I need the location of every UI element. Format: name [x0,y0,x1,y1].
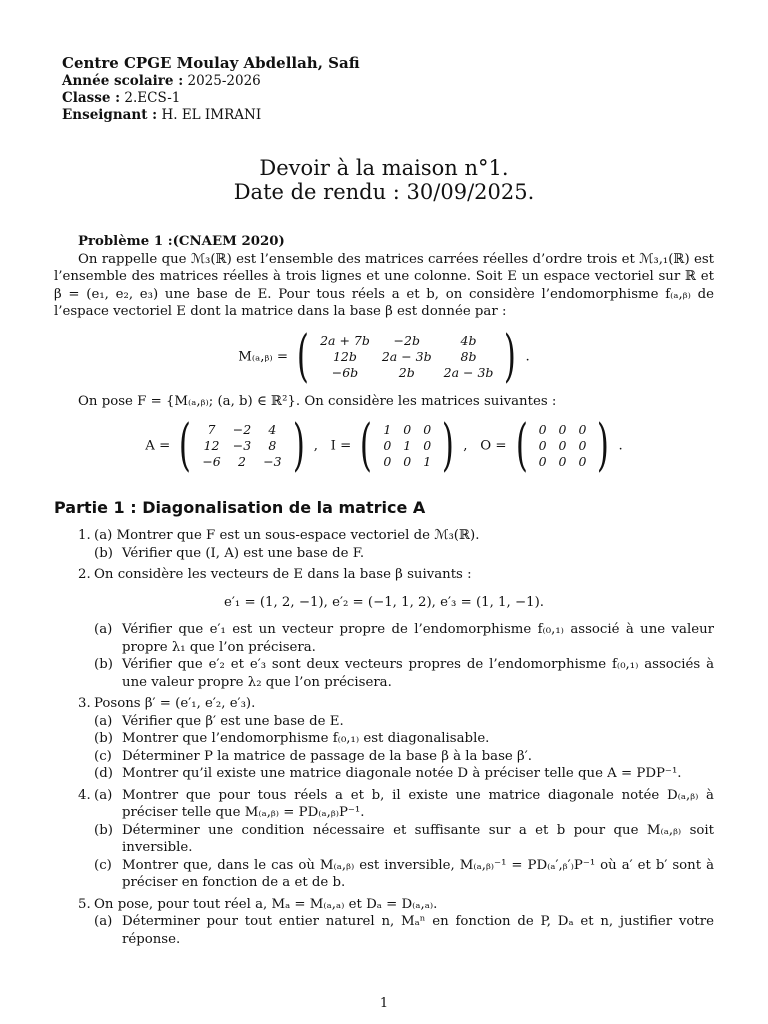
matrix-M-cell: 12b [332,348,357,364]
year-line: Année scolaire : 2025-2026 [62,73,261,89]
matrix-I-cell: 1 [423,454,432,469]
problem-title: Problème 1 :(CNAEM 2020) [78,234,285,249]
title-line-1: Devoir à la maison n°1. [259,156,509,180]
question-3b: (b) Montrer que l’endomorphisme f₍₀,₁₎ est diagonalisable. [94,731,490,746]
matrix-O-cell: 0 [538,438,547,453]
question-2: 2. On considère les vecteurs de E dans la base β suivants : [78,567,472,582]
matrix-I-cell: 0 [383,438,392,453]
question-4a: 4. (a) Montrer que pour tous réels a et b, il existe une matrice diagonale notée D₍ₐ,ᵦ₎ à préciser telle que M₍ₐ,ᵦ₎ = PD₍ₐ,ᵦ₎P⁻¹. [78,787,714,820]
matrix-I-cell: 0 [383,454,392,469]
matrix-A-cell: 2 [237,454,246,469]
header-block [62,54,360,124]
matrix-A-cell: 8 [268,438,277,453]
matrix-M-cell: 8b [460,348,477,364]
question-3: 3. Posons β′ = (e′₁, e′₂, e′₃). [78,696,256,711]
question-3d: (d) Montrer qu’il existe une matrice diagonale notée D à préciser telle que A = PDP⁻¹. [94,766,682,781]
matrix-M-cell: 2a + 7b [320,332,370,348]
matrix-M: ( 2a + 7b −2b 4b 12b 2a − 3b 8b −6b 2b 2a − 3b ) [297,323,517,389]
matrix-I: ( 1 0 0 0 1 0 0 0 1 ) [360,413,455,478]
questions [54,527,714,948]
question-4b: (b) Déterminer une condition nécessaire et suffisante sur a et b pour que M₍ₐ,ᵦ₎ soit inversible. [94,822,714,855]
matrix-I-cell: 0 [403,454,412,469]
matrix-O-cell: 0 [558,438,567,453]
matrix-A-cell: 4 [268,422,277,437]
matrix-O-cell: 0 [538,454,547,469]
matrix-A-cell: −3 [263,454,282,469]
matrix-I-label: I = [330,438,352,454]
matrix-O-cell: 0 [578,454,587,469]
matrix-I-cell: 1 [403,438,412,453]
question-5: 5. On pose, pour tout réel a, Mₐ = M₍ₐ,ₐ₎ et Dₐ = D₍ₐ,ₐ₎. [78,896,438,912]
matrix-O-cell: 0 [578,438,587,453]
matrix-A-cell: −2 [232,422,252,437]
school-name: Centre CPGE Moulay Abdellah, Safi [62,54,360,72]
question-3a: (a) Vérifier que β′ est une base de E. [94,713,344,729]
problem-intro [54,233,714,482]
matrix-A-cell: −3 [232,438,252,453]
matrix-O-cell: 0 [558,454,567,469]
matrices-AIO-equation: A = ( 7 −2 4 12 −3 8 −6 2 −3 ) , I = ( 1 0 0 0 1 0 0 0 1 ) , O = ( 0 0 0 0 0 0 0 0 0 ) . [145,413,623,478]
matrix-I-cell: 0 [403,422,412,437]
class-line: Classe : 2.ECS-1 [62,90,181,106]
question-2a: (a) Vérifier que e′₁ est un vecteur propre de l’endomorphisme f₍₀,₁₎ associé à une valeur propre λ₁ que l’on précisera. [94,622,714,655]
matrix-O-cell: 0 [538,422,547,437]
question-1b: (b) Vérifier que (I, A) est une base de F. [94,545,365,561]
matrix-O-label: O = [480,438,507,454]
matrix-A-cell: 7 [207,422,216,437]
matrix-M-cell: 2a − 3b [381,348,432,364]
page-number: 1 [379,996,389,1011]
part1-title: Partie 1 : Diagonalisation de la matrice A [54,498,426,517]
matrix-I-cell: 0 [423,422,432,437]
question-2b: (b) Vérifier que e′₂ et e′₃ sont deux vecteurs propres de l’endomorphisme f₍₀,₁₎ associés à une valeur propre λ₂ que l’on précisera. [94,657,714,690]
teacher-line: Enseignant : H. EL IMRANI [62,107,262,123]
vectors-equation: e′₁ = (1, 2, −1), e′₂ = (−1, 1, 2), e′₃ = (1, 1, −1). [224,594,544,610]
question-4c: (c) Montrer que, dans le cas où M₍ₐ,ᵦ₎ est inversible, M₍ₐ,ᵦ₎⁻¹ = PD₍ₐ′,ᵦ′₎P⁻¹ où a′ et b′ sont à préciser en fonction de a et de b. [94,857,714,890]
matrix-O: ( 0 0 0 0 0 0 0 0 0 ) [515,413,610,478]
question-3c: (c) Déterminer P la matrice de passage de la base β à la base β′. [94,748,532,764]
matrix-I-cell: 0 [423,438,432,453]
title-line-2: Date de rendu : 30/09/2025. [233,180,535,204]
matrix-A-cell: −6 [202,454,221,469]
matrix-A: ( 7 −2 4 12 −3 8 −6 2 −3 ) [179,413,305,478]
matrix-M-equation: M₍ₐ,ᵦ₎ = ( 2a + 7b −2b 4b 12b 2a − 3b 8b −6b 2b 2a − 3b ) . [238,323,530,389]
matrix-M-cell: 4b [460,332,477,348]
matrix-M-cell: −6b [331,364,359,380]
document-title [0,156,768,204]
matrix-M-label: M₍ₐ,ᵦ₎ = [238,349,288,364]
matrix-A-cell: 12 [203,438,220,453]
matrix-O-cell: 0 [578,422,587,437]
matrix-I-cell: 1 [383,422,392,437]
intro-paragraph-2: On pose F = {M₍ₐ,ᵦ₎; (a, b) ∈ ℝ²}. On considère les matrices suivantes : [78,393,557,409]
matrix-M-cell: 2b [398,364,415,380]
matrix-M-cell: −2b [393,332,420,348]
intro-paragraph-1: On rappelle que ℳ₃(ℝ) est l’ensemble des matrices carrées réelles d’ordre trois et ℳ₃,₁(ℝ) est l’ensemble des matrices réelles à trois lignes et une colonne. Soit E un espace vectoriel sur ℝ et β = (e₁, e₂, e₃) une base de E. Pour tous réels a et b, on considère l’endomorphisme f₍ₐ,ᵦ₎ de l’espace vectoriel E dont la matrice dans la base β est donnée par : [54,251,714,319]
matrix-M-cell: 2a − 3b [443,364,494,380]
question-1a: 1. (a) Montrer que F est un sous-espace vectoriel de ℳ₃(ℝ). [78,528,480,543]
question-5a: (a) Déterminer pour tout entier naturel n, Mₐⁿ en fonction de P, Dₐ et n, justifier votre réponse. [94,914,714,947]
matrix-O-cell: 0 [558,422,567,437]
matrix-A-label: A = [145,438,171,454]
